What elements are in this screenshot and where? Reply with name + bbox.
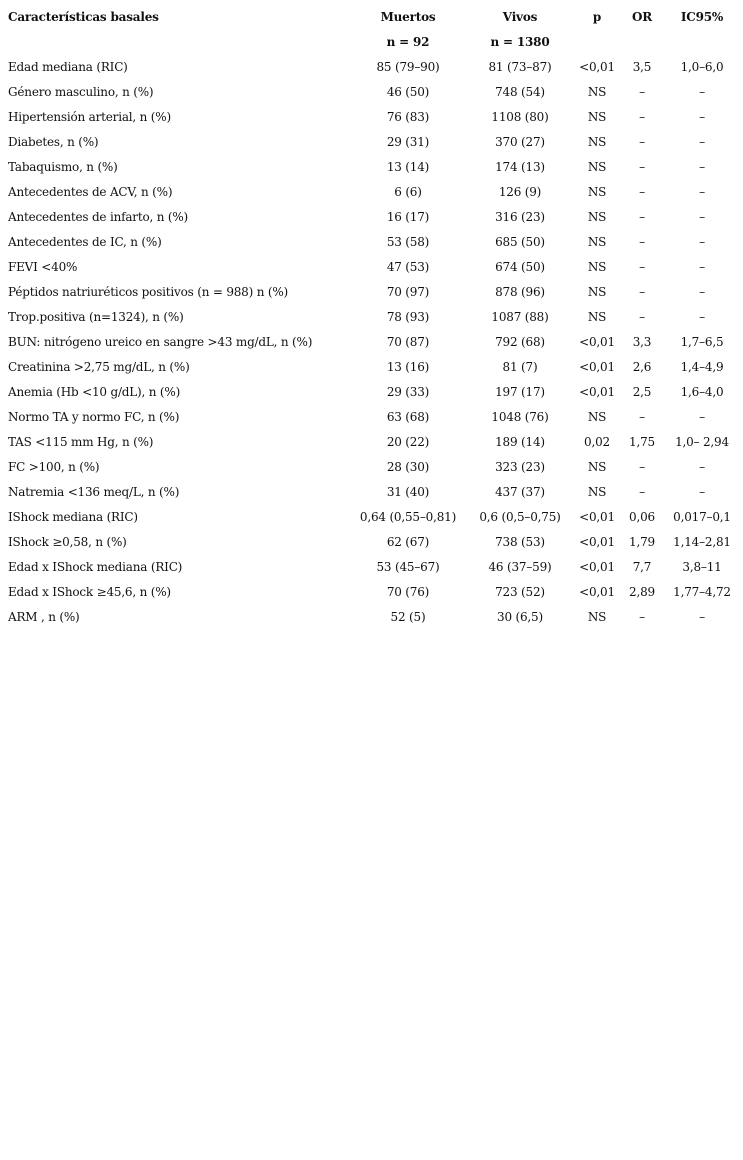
cell-alive: 323 (23): [495, 460, 545, 474]
table-row: [0, 255, 743, 280]
table-row: [0, 205, 743, 230]
cell-ci: –: [699, 135, 705, 149]
row-label: Péptidos natriuréticos positivos (n = 988) n (%): [8, 285, 289, 299]
cell-alive: 723 (52): [495, 585, 545, 599]
cell-or: –: [639, 160, 645, 174]
cell-ci: –: [699, 485, 705, 499]
cell-p: <0,01: [579, 560, 615, 574]
cell-p: NS: [587, 410, 607, 424]
header-or: OR: [631, 10, 653, 24]
cell-alive: 81 (73–87): [488, 60, 552, 74]
cell-ci: 0,017–0,1: [673, 510, 731, 524]
row-label: IShock ≥0,58, n (%): [8, 535, 127, 549]
cell-p: NS: [587, 260, 607, 274]
cell-p: <0,01: [579, 60, 615, 74]
table-row: [0, 405, 743, 430]
cell-alive: 174 (13): [495, 160, 545, 174]
cell-dead: 70 (76): [386, 585, 430, 599]
cell-ci: –: [699, 160, 705, 174]
cell-alive: 197 (17): [495, 385, 545, 399]
cell-dead: 0,64 (0,55–0,81): [359, 510, 457, 524]
row-label: Edad x IShock mediana (RIC): [8, 560, 183, 574]
header-p: p: [592, 10, 602, 24]
cell-ci: 1,77–4,72: [673, 585, 731, 599]
cell-alive: 1048 (76): [491, 410, 549, 424]
cell-p: NS: [587, 210, 607, 224]
cell-ci: –: [699, 260, 705, 274]
cell-or: –: [639, 185, 645, 199]
cell-ci: –: [699, 210, 705, 224]
cell-or: –: [639, 85, 645, 99]
row-label: Edad mediana (RIC): [8, 60, 128, 74]
row-label: FC >100, n (%): [8, 460, 100, 474]
cell-or: –: [639, 460, 645, 474]
row-label: Antecedentes de IC, n (%): [8, 235, 162, 249]
row-label: Diabetes, n (%): [8, 135, 99, 149]
cell-p: <0,01: [579, 510, 615, 524]
header-alive: Vivos: [502, 10, 538, 24]
cell-p: NS: [587, 485, 607, 499]
cell-or: 2,89: [629, 585, 655, 599]
cell-alive: 126 (9): [498, 185, 542, 199]
cell-ci: 1,4–4,9: [680, 360, 724, 374]
cell-ci: 3,8–11: [682, 560, 722, 574]
cell-ci: –: [699, 235, 705, 249]
cell-alive: 1087 (88): [491, 310, 549, 324]
table-row: [0, 505, 743, 530]
cell-or: –: [639, 285, 645, 299]
cell-or: 7,7: [632, 560, 652, 574]
cell-dead: 63 (68): [386, 410, 430, 424]
cell-alive: 46 (37–59): [488, 560, 552, 574]
cell-or: 1,75: [629, 435, 655, 449]
cell-p: NS: [587, 85, 607, 99]
row-label: Género masculino, n (%): [8, 85, 154, 99]
header-ci: IC95%: [680, 10, 724, 24]
cell-dead: 46 (50): [386, 85, 430, 99]
header-characteristics: Características basales: [8, 10, 159, 24]
cell-dead: 62 (67): [386, 535, 430, 549]
cell-or: –: [639, 485, 645, 499]
cell-ci: 1,0– 2,94: [675, 435, 729, 449]
table-row: [0, 305, 743, 330]
cell-dead: 6 (6): [394, 185, 422, 199]
row-label: Edad x IShock ≥45,6, n (%): [8, 585, 171, 599]
cell-dead: 78 (93): [386, 310, 430, 324]
cell-alive: 748 (54): [495, 85, 545, 99]
cell-dead: 13 (16): [386, 360, 430, 374]
cell-dead: 31 (40): [386, 485, 430, 499]
cell-p: NS: [587, 310, 607, 324]
table-row: [0, 355, 743, 380]
cell-alive: 30 (6,5): [497, 610, 543, 624]
cell-alive: 674 (50): [495, 260, 545, 274]
table-row: [0, 280, 743, 305]
cell-ci: –: [699, 460, 705, 474]
cell-dead: 53 (45–67): [376, 560, 440, 574]
cell-ci: –: [699, 85, 705, 99]
row-label: Antecedentes de infarto, n (%): [8, 210, 189, 224]
table-row: [0, 80, 743, 105]
table-row: [0, 130, 743, 155]
cell-alive: 370 (27): [495, 135, 545, 149]
table-subheader-row: [0, 30, 743, 55]
row-label: IShock mediana (RIC): [8, 510, 138, 524]
cell-dead: 70 (87): [386, 335, 430, 349]
cell-or: –: [639, 135, 645, 149]
table-row: [0, 530, 743, 555]
table-row: [0, 580, 743, 605]
cell-ci: 1,7–6,5: [680, 335, 724, 349]
cell-ci: –: [699, 110, 705, 124]
cell-ci: 1,6–4,0: [680, 385, 724, 399]
subheader-dead-n: n = 92: [386, 35, 430, 49]
subheader-alive-n: n = 1380: [490, 35, 550, 49]
table-row: [0, 55, 743, 80]
cell-p: <0,01: [579, 385, 615, 399]
cell-alive: 189 (14): [495, 435, 545, 449]
table-row: [0, 180, 743, 205]
row-label: BUN: nitrógeno ureico en sangre >43 mg/dL, n (%): [8, 335, 313, 349]
cell-or: 2,6: [632, 360, 652, 374]
cell-alive: 437 (37): [495, 485, 545, 499]
cell-p: NS: [587, 610, 607, 624]
row-label: Antecedentes de ACV, n (%): [8, 185, 173, 199]
row-label: TAS <115 mm Hg, n (%): [8, 435, 154, 449]
table-row: [0, 455, 743, 480]
cell-dead: 47 (53): [386, 260, 430, 274]
row-label: FEVI <40%: [8, 260, 78, 274]
cell-alive: 738 (53): [495, 535, 545, 549]
header-dead: Muertos: [380, 10, 436, 24]
cell-p: <0,01: [579, 585, 615, 599]
cell-or: –: [639, 410, 645, 424]
cell-ci: –: [699, 285, 705, 299]
cell-dead: 85 (79–90): [376, 60, 440, 74]
cell-dead: 16 (17): [386, 210, 430, 224]
cell-alive: 0,6 (0,5–0,75): [479, 510, 561, 524]
cell-or: –: [639, 210, 645, 224]
row-label: Creatinina >2,75 mg/dL, n (%): [8, 360, 190, 374]
cell-dead: 29 (33): [386, 385, 430, 399]
cell-p: NS: [587, 460, 607, 474]
cell-p: <0,01: [579, 360, 615, 374]
table-row: [0, 430, 743, 455]
cell-ci: –: [699, 185, 705, 199]
table-row: [0, 605, 743, 630]
cell-or: –: [639, 310, 645, 324]
table-row: [0, 330, 743, 355]
cell-alive: 792 (68): [495, 335, 545, 349]
cell-ci: –: [699, 410, 705, 424]
row-label: Hipertensión arterial, n (%): [8, 110, 171, 124]
cell-p: 0,02: [584, 435, 610, 449]
cell-ci: –: [699, 310, 705, 324]
row-label: Natremia <136 meq/L, n (%): [8, 485, 180, 499]
cell-alive: 316 (23): [495, 210, 545, 224]
cell-ci: 1,14–2,81: [673, 535, 731, 549]
cell-or: 3,3: [632, 335, 652, 349]
row-label: Normo TA y normo FC, n (%): [8, 410, 180, 424]
cell-dead: 53 (58): [386, 235, 430, 249]
cell-p: NS: [587, 185, 607, 199]
table-row: [0, 230, 743, 255]
cell-or: 0,06: [629, 510, 655, 524]
cell-p: NS: [587, 235, 607, 249]
table-header-row: [0, 5, 743, 30]
cell-alive: 878 (96): [495, 285, 545, 299]
cell-or: 3,5: [632, 60, 652, 74]
table-row: [0, 155, 743, 180]
cell-p: <0,01: [579, 335, 615, 349]
cell-dead: 20 (22): [386, 435, 430, 449]
cell-alive: 1108 (80): [491, 110, 549, 124]
cell-or: 2,5: [632, 385, 652, 399]
cell-dead: 52 (5): [390, 610, 426, 624]
table-row: [0, 105, 743, 130]
cell-p: NS: [587, 160, 607, 174]
cell-dead: 28 (30): [386, 460, 430, 474]
cell-dead: 76 (83): [386, 110, 430, 124]
cell-ci: 1,0–6,0: [680, 60, 724, 74]
cell-p: NS: [587, 135, 607, 149]
cell-ci: –: [699, 610, 705, 624]
row-label: Tabaquismo, n (%): [8, 160, 118, 174]
table-row: [0, 555, 743, 580]
cell-p: NS: [587, 285, 607, 299]
cell-or: 1,79: [629, 535, 655, 549]
cell-or: –: [639, 610, 645, 624]
cell-dead: 13 (14): [386, 160, 430, 174]
row-label: ARM , n (%): [8, 610, 80, 624]
cell-or: –: [639, 110, 645, 124]
cell-or: –: [639, 260, 645, 274]
cell-dead: 29 (31): [386, 135, 430, 149]
table-row: [0, 480, 743, 505]
cell-p: NS: [587, 110, 607, 124]
cell-alive: 685 (50): [495, 235, 545, 249]
cell-alive: 81 (7): [502, 360, 538, 374]
row-label: Trop.positiva (n=1324), n (%): [8, 310, 184, 324]
cell-dead: 70 (97): [386, 285, 430, 299]
table-row: [0, 380, 743, 405]
row-label: Anemia (Hb <10 g/dL), n (%): [8, 385, 181, 399]
cell-p: <0,01: [579, 535, 615, 549]
cell-or: –: [639, 235, 645, 249]
